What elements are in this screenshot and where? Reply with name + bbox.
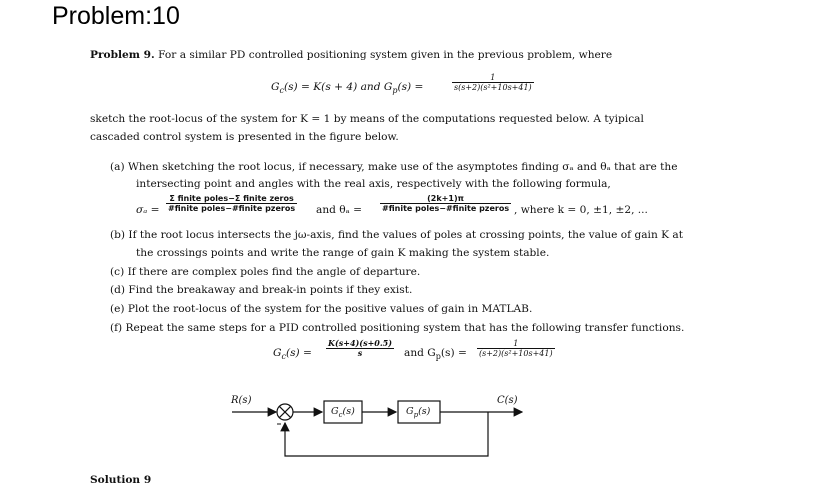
item-c: (c) If there are complex poles find the angle of departure. (110, 266, 421, 278)
eq1-numerator: 1 (452, 73, 534, 83)
sigma-lhs: σₐ = (136, 204, 160, 216)
page-heading: Problem:10 (52, 2, 180, 30)
para-line-2: cascaded control system is presented in the figure below. (90, 131, 399, 143)
eq2-gc: G (273, 347, 282, 359)
feedback-path (285, 412, 488, 456)
eq1-gc: G (271, 81, 280, 93)
gp-block-g: G (406, 406, 414, 417)
eq2-gp-eq: (s) = (440, 347, 467, 359)
item-a-line-2: intersecting point and angles with the real axis, respectively with the following formula, (136, 178, 611, 190)
gp-block-tail: (s) (418, 406, 431, 417)
problem-label: Problem 9. (90, 49, 155, 61)
sigma-denominator: #finite poles−#finite pzeros (168, 204, 296, 213)
eq2-gp-denominator: (s+2)(s²+10s+41) (479, 349, 553, 358)
eq2-gc-eq: (s) = (285, 347, 312, 359)
theta-numerator: (2k+1)π (380, 194, 511, 204)
item-f: (f) Repeat the same steps for a PID controlled positioning system that has the following transfer functions. (110, 322, 685, 334)
eq1-gp-sub: p (392, 86, 398, 96)
problem-intro-text: For a similar PD controlled positioning system given in the previous problem, where (158, 49, 613, 61)
eq1-denominator: s(s+2)(s²+10s+41) (454, 83, 532, 92)
gc-block-sub: c (338, 410, 343, 419)
item-b-line-2: the crossings points and write the range of gain K making the system stable. (136, 247, 550, 259)
item-a-line-1: (a) When sketching the root locus, if necessary, make use of the asymptotes finding σₐ and θₐ that are the (110, 161, 678, 173)
eq2-gp-sub: p (435, 352, 441, 362)
sigma-numerator: Σ finite poles−Σ finite zeros (166, 194, 297, 204)
eq1-gp-rhs: (s) = (397, 81, 424, 93)
summing-junction (277, 404, 293, 420)
solution-heading: Solution 9 (90, 474, 152, 486)
item-e: (e) Plot the root-locus of the system for the positive values of gain in MATLAB. (110, 303, 533, 315)
para-line-1: sketch the root-locus of the system for K = 1 by means of the computations requested below. A tyipical (90, 113, 644, 125)
eq2-gp-numerator: 1 (477, 339, 555, 349)
eq2-gc-numerator: K(s+4)(s+0.5) (328, 338, 392, 348)
eq1-gc-sub: c (279, 86, 284, 96)
theta-denominator: #finite poles−#finite pzeros (382, 204, 510, 213)
and-theta: and θₐ = (316, 204, 362, 216)
gp-block-label (406, 405, 430, 422)
gc-block-label (331, 405, 355, 422)
item-b-line-1: (b) If the root locus intersects the jω-axis, find the values of poles at crossing points, the value of gain K at (110, 229, 683, 241)
eq1-gc-rhs: (s) = K(s + 4) and G (283, 81, 393, 93)
eq2-gc-denominator: s (357, 348, 363, 358)
gc-block-g: G (331, 406, 339, 417)
item-d: (d) Find the breakaway and break-in points if they exist. (110, 284, 413, 296)
input-label: R(s) (231, 395, 252, 406)
where-k: , where k = 0, ±1, ±2, ... (514, 204, 648, 216)
eq2-and-gp: and G (404, 347, 436, 359)
gc-block-tail: (s) (342, 406, 355, 417)
eq2-gc-sub: c (281, 352, 286, 362)
output-label: C(s) (497, 395, 518, 406)
gp-block-sub: p (413, 410, 419, 419)
